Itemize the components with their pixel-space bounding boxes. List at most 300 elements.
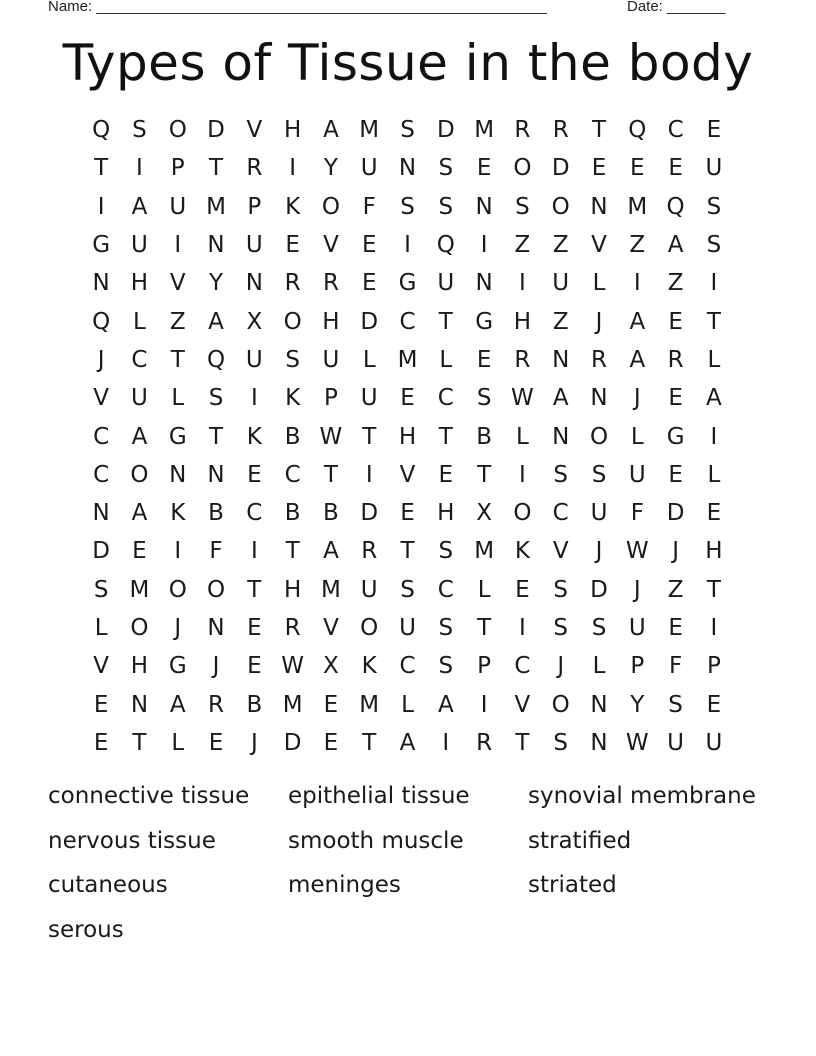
grid-letter: R (246, 155, 263, 182)
grid-letter: A (208, 308, 224, 335)
word-list-item: meninges (288, 872, 401, 898)
grid-row (82, 417, 734, 455)
grid-letter: W (625, 538, 649, 565)
grid-letter: E (208, 729, 224, 756)
grid-letter: G (666, 423, 685, 450)
grid-letter: H (283, 576, 302, 603)
word-list-item: synovial membrane (528, 783, 756, 809)
grid-letter: J (595, 538, 603, 565)
grid-letter: M (474, 117, 495, 144)
grid-letter: U (131, 385, 148, 412)
grid-letter: E (668, 385, 683, 412)
grid-letter: T (438, 423, 453, 450)
word-list-item: epithelial tissue (288, 783, 470, 809)
grid-letter: W (625, 729, 649, 756)
grid-letter: R (514, 117, 531, 144)
grid-letter: U (245, 346, 263, 373)
grid-letter: E (285, 232, 300, 259)
grid-letter: O (551, 691, 570, 718)
grid-letter: V (591, 232, 607, 259)
grid-letter: N (92, 500, 110, 527)
grid-letter: R (591, 346, 607, 373)
grid-letter: N (207, 461, 225, 488)
grid-letter: J (212, 653, 220, 680)
grid-letter: K (361, 653, 377, 680)
grid-letter: L (477, 576, 491, 603)
grid-letter: O (168, 576, 187, 603)
grid-letter: S (132, 117, 147, 144)
grid-letter: U (169, 193, 187, 220)
grid-letter: D (207, 117, 225, 144)
grid-letter: B (284, 423, 301, 450)
grid-letter: S (93, 576, 109, 603)
grid-letter: R (284, 615, 301, 641)
grid-letter: E (591, 155, 607, 182)
grid-letter: V (399, 461, 416, 488)
grid-letter: L (707, 346, 721, 373)
grid-letter: N (130, 691, 149, 718)
grid-letter: U (705, 729, 723, 756)
grid-letter: O (360, 615, 379, 641)
grid-letter: Y (630, 691, 645, 718)
grid-letter: Q (92, 308, 111, 335)
grid-letter: N (552, 423, 570, 450)
grid-letter: D (551, 155, 570, 182)
grid-letter: D (436, 117, 455, 144)
grid-letter: E (93, 691, 109, 718)
grid-letter: G (475, 308, 494, 335)
grid-letter: C (437, 385, 454, 412)
grid-row (82, 149, 734, 187)
grid-letter: T (591, 117, 607, 144)
grid-letter: S (438, 615, 454, 641)
grid-letter: S (400, 117, 415, 144)
grid-letter: I (97, 193, 105, 220)
grid-letter: S (553, 576, 569, 603)
date-field-line: Date: _______ (627, 0, 726, 15)
grid-letter: I (519, 615, 526, 641)
grid-letter: A (131, 500, 148, 527)
grid-letter: L (516, 423, 529, 450)
grid-letter: Z (169, 308, 186, 335)
grid-row (82, 379, 734, 417)
grid-letter: N (245, 270, 263, 297)
grid-letter: E (400, 500, 415, 527)
grid-letter: C (131, 346, 148, 373)
grid-letter: L (171, 385, 185, 412)
grid-letter: E (706, 117, 722, 144)
grid-letter: E (132, 538, 147, 565)
grid-letter: J (97, 346, 105, 373)
grid-letter: S (553, 615, 569, 641)
grid-letter: Z (667, 270, 684, 297)
grid-letter: O (130, 615, 149, 641)
grid-letter: F (362, 193, 376, 220)
grid-row (82, 532, 734, 570)
grid-letter: N (169, 461, 187, 488)
page-title: Types of Tissue in the body (62, 34, 754, 92)
grid-letter: Z (552, 232, 569, 259)
grid-letter: Z (629, 232, 646, 259)
grid-letter: Z (667, 576, 684, 603)
grid-letter: A (629, 346, 646, 373)
grid-letter: T (132, 729, 147, 756)
grid-letter: U (399, 615, 416, 641)
grid-letter: O (513, 500, 532, 527)
grid-letter: B (284, 500, 301, 527)
grid-letter: A (323, 117, 339, 144)
grid-letter: H (513, 308, 532, 335)
grid-letter: I (480, 691, 488, 718)
grid-letter: A (399, 729, 416, 756)
grid-row (82, 341, 734, 379)
grid-row (82, 226, 734, 264)
grid-letter: Y (323, 155, 338, 182)
grid-letter: T (706, 308, 721, 335)
grid-letter: A (552, 385, 569, 412)
grid-row (82, 571, 734, 609)
grid-letter: N (207, 615, 225, 641)
name-field-line: Name: ______________________________________________________ (48, 0, 547, 15)
grid-letter: P (477, 653, 492, 680)
grid-letter: U (667, 729, 685, 756)
grid-letter: I (519, 270, 526, 297)
grid-letter: T (323, 461, 338, 488)
grid-letter: R (208, 691, 225, 718)
grid-letter: P (323, 385, 338, 412)
grid-letter: I (404, 232, 411, 259)
grid-letter: L (133, 308, 146, 335)
grid-letter: U (552, 270, 570, 297)
grid-letter: I (519, 461, 526, 488)
grid-letter: E (247, 461, 262, 488)
grid-letter: N (590, 729, 608, 756)
grid-letter: B (208, 500, 224, 527)
grid-letter: U (437, 270, 455, 297)
grid-letter: S (438, 538, 454, 565)
grid-letter: G (92, 232, 111, 259)
grid-row (82, 111, 734, 149)
grid-letter: S (400, 576, 415, 603)
grid-letter: S (706, 193, 722, 220)
grid-letter: O (321, 193, 340, 220)
grid-letter: K (285, 385, 301, 412)
grid-letter: A (437, 691, 454, 718)
grid-row (82, 264, 734, 302)
grid-letter: N (207, 232, 225, 259)
grid-letter: D (666, 500, 685, 527)
grid-letter: T (438, 308, 453, 335)
grid-letter: C (399, 653, 416, 680)
grid-letter: L (171, 729, 185, 756)
grid-letter: U (245, 232, 263, 259)
grid-letter: U (628, 461, 646, 488)
word-list-item: nervous tissue (48, 827, 216, 854)
grid-letter: N (590, 385, 608, 412)
grid-letter: H (322, 308, 340, 335)
grid-letter: M (359, 691, 380, 718)
grid-letter: C (246, 500, 263, 527)
grid-letter: B (476, 423, 492, 450)
grid-letter: N (92, 270, 110, 297)
grid-letter: M (474, 538, 495, 565)
grid-letter: R (284, 270, 301, 297)
grid-letter: O (551, 193, 570, 220)
grid-letter: R (322, 270, 339, 297)
grid-letter: U (131, 232, 148, 259)
grid-letter: T (477, 615, 492, 641)
grid-letter: I (136, 155, 143, 182)
grid-letter: R (667, 346, 684, 373)
grid-letter: M (129, 576, 150, 603)
grid-letter: L (439, 346, 453, 373)
grid-letter: E (323, 729, 339, 756)
grid-letter: C (437, 576, 454, 603)
grid-letter: V (169, 270, 186, 297)
grid-letter: B (323, 500, 339, 527)
grid-letter: U (360, 385, 378, 412)
grid-letter: H (283, 117, 302, 144)
grid-letter: L (707, 461, 721, 488)
grid-row (82, 609, 734, 647)
grid-letter: O (168, 117, 187, 144)
grid-letter: O (513, 155, 532, 182)
grid-letter: Z (514, 232, 531, 259)
grid-row (82, 456, 734, 494)
grid-letter: S (438, 653, 454, 680)
grid-letter: L (94, 615, 108, 641)
grid-letter: X (246, 308, 263, 335)
grid-letter: P (706, 653, 721, 680)
grid-letter: C (667, 117, 684, 144)
grid-letter: T (706, 576, 721, 603)
grid-letter: T (362, 729, 377, 756)
grid-letter: I (710, 270, 718, 297)
grid-letter: H (130, 653, 149, 680)
grid-letter: E (247, 653, 262, 680)
grid-letter: C (552, 500, 569, 527)
grid-letter: J (672, 538, 679, 565)
word-list-item: serous (48, 916, 124, 943)
grid-letter: C (514, 653, 531, 680)
word-list-item: smooth muscle (288, 827, 464, 854)
grid-row (82, 724, 734, 762)
grid-letter: S (553, 729, 569, 756)
grid-letter: T (209, 423, 224, 450)
grid-letter: A (131, 423, 148, 450)
grid-letter: V (514, 691, 531, 718)
grid-letter: E (668, 308, 683, 335)
grid-letter: F (209, 538, 223, 565)
grid-letter: S (553, 461, 569, 488)
grid-letter: X (476, 500, 492, 527)
grid-row (82, 188, 734, 226)
grid-letter: P (630, 653, 645, 680)
grid-letter: T (477, 461, 492, 488)
grid-letter: Q (436, 232, 455, 259)
grid-letter: S (438, 193, 454, 220)
grid-letter: U (360, 155, 378, 182)
grid-letter: J (250, 729, 258, 756)
grid-letter: O (283, 308, 302, 335)
grid-letter: Y (209, 270, 224, 297)
grid-letter: M (206, 193, 226, 220)
grid-letter: I (365, 461, 373, 488)
grid-letter: A (169, 691, 186, 718)
grid-letter: L (592, 270, 606, 297)
grid-letter: V (552, 538, 569, 565)
grid-letter: S (208, 385, 224, 412)
grid-letter: N (475, 193, 493, 220)
grid-letter: V (323, 615, 339, 641)
grid-letter: E (438, 461, 454, 488)
grid-letter: V (93, 653, 110, 680)
word-list-item: stratified (528, 827, 632, 854)
grid-letter: S (476, 385, 492, 412)
grid-letter: I (250, 385, 258, 412)
grid-letter: M (627, 193, 648, 220)
grid-letter: J (633, 385, 641, 412)
grid-letter: E (323, 691, 339, 718)
grid-letter: E (706, 691, 722, 718)
grid-letter: S (706, 232, 722, 259)
grid-letter: E (630, 155, 645, 182)
grid-letter: G (168, 423, 187, 450)
grid-letter: V (93, 385, 110, 412)
grid-letter: S (668, 691, 683, 718)
grid-letter: M (359, 117, 380, 144)
grid-letter: L (592, 653, 606, 680)
grid-letter: C (93, 423, 110, 450)
grid-letter: C (399, 308, 416, 335)
grid-letter: O (206, 576, 226, 603)
grid-letter: D (92, 538, 110, 565)
grid-letter: A (629, 308, 646, 335)
grid-letter: I (289, 155, 297, 182)
grid-letter: E (706, 500, 722, 527)
grid-letter: W (319, 423, 343, 450)
grid-letter: X (323, 653, 339, 680)
grid-letter: U (322, 346, 340, 373)
grid-letter: Q (628, 117, 647, 144)
grid-letter: K (246, 423, 262, 450)
grid-letter: D (360, 500, 379, 527)
grid-letter: Z (552, 308, 569, 335)
word-list-item: cutaneous (48, 872, 168, 898)
grid-letter: E (668, 461, 683, 488)
grid-letter: D (360, 308, 379, 335)
grid-letter: H (130, 270, 149, 297)
grid-letter: J (557, 653, 565, 680)
grid-letter: T (362, 423, 377, 450)
grid-letter: L (630, 423, 644, 450)
grid-letter: U (360, 576, 378, 603)
grid-letter: T (247, 576, 262, 603)
grid-letter: P (247, 193, 262, 220)
grid-letter: V (246, 117, 263, 144)
grid-letter: F (630, 500, 644, 527)
grid-letter: L (362, 346, 376, 373)
grid-letter: I (710, 423, 718, 450)
grid-letter: P (170, 155, 185, 182)
grid-letter: U (705, 155, 723, 182)
grid-letter: D (590, 576, 608, 603)
grid-letter: A (706, 385, 722, 412)
grid-letter: I (174, 232, 182, 259)
grid-letter: T (94, 155, 109, 182)
grid-letter: R (514, 346, 531, 373)
grid-letter: V (323, 232, 339, 259)
grid-row (82, 302, 734, 340)
word-list-item: striated (528, 872, 617, 898)
grid-letter: K (170, 500, 186, 527)
grid-letter: I (633, 270, 641, 297)
grid-letter: J (595, 308, 603, 335)
grid-letter: I (174, 538, 182, 565)
grid-letter: T (515, 729, 530, 756)
grid-letter: C (284, 461, 301, 488)
grid-letter: N (590, 691, 608, 718)
grid-letter: N (398, 155, 417, 182)
grid-letter: S (438, 155, 454, 182)
grid-letter: W (281, 653, 304, 680)
grid-letter: E (93, 729, 109, 756)
grid-letter: G (398, 270, 417, 297)
grid-letter: I (442, 729, 450, 756)
grid-letter: S (285, 346, 300, 373)
grid-letter: K (285, 193, 301, 220)
grid-letter: B (246, 691, 263, 718)
grid-letter: S (591, 461, 607, 488)
word-list (48, 780, 768, 958)
grid-letter: F (668, 653, 683, 680)
grid-letter: Q (92, 117, 111, 144)
grid-letter: E (400, 385, 415, 412)
grid-letter: H (705, 538, 723, 565)
grid-letter: E (247, 615, 262, 641)
grid-letter: U (590, 500, 608, 527)
grid-letter: N (590, 193, 608, 220)
grid-letter: H (398, 423, 417, 450)
grid-letter: W (511, 385, 534, 412)
grid-letter: E (515, 576, 530, 603)
grid-letter: Q (666, 193, 685, 220)
grid-letter: N (475, 270, 493, 297)
grid-letter: M (282, 691, 303, 718)
grid-letter: J (633, 576, 641, 603)
grid-row (82, 685, 734, 723)
grid-letter: H (437, 500, 455, 527)
grid-letter: T (209, 155, 224, 182)
grid-letter: R (476, 729, 493, 756)
grid-letter: T (400, 538, 415, 565)
grid-letter: Q (206, 346, 226, 373)
grid-letter: T (285, 538, 300, 565)
grid-letter: E (361, 232, 377, 259)
grid-row (82, 494, 734, 532)
letter-grid (82, 111, 734, 762)
grid-letter: S (515, 193, 530, 220)
grid-letter: E (668, 615, 683, 641)
grid-letter: I (480, 232, 488, 259)
grid-letter: T (170, 346, 185, 373)
grid-letter: K (514, 538, 530, 565)
word-list-item: connective tissue (48, 783, 250, 809)
grid-letter: N (552, 346, 570, 373)
grid-letter: L (401, 691, 414, 718)
grid-letter: R (361, 538, 378, 565)
grid-letter: O (130, 461, 149, 488)
